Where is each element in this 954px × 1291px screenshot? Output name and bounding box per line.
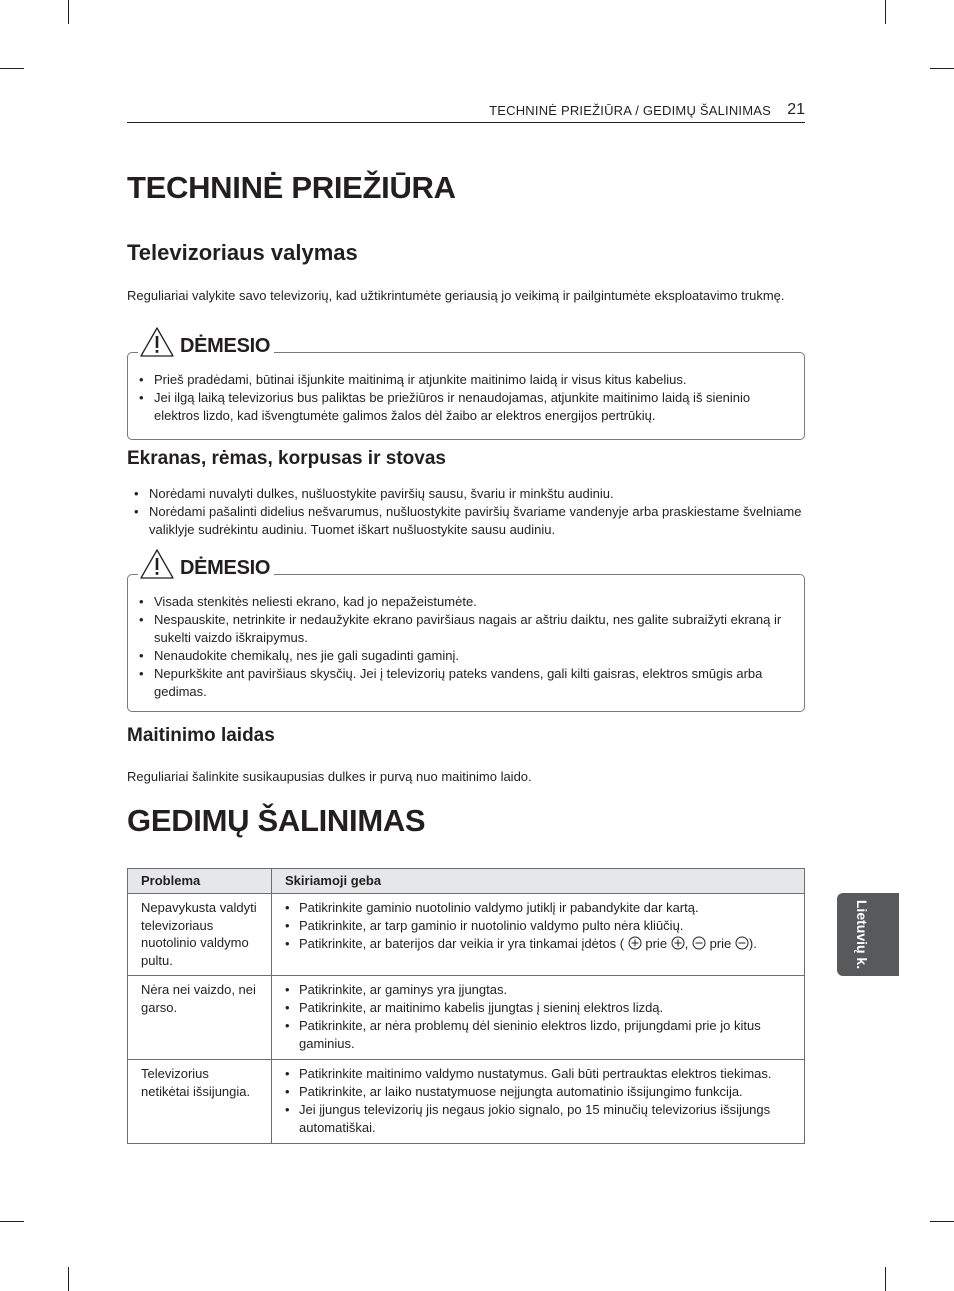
power-cord-text: Reguliariai šalinkite susikaupusias dulkes ir purvą nuo maitinimo laido. <box>127 769 532 784</box>
column-header-problem: Problema <box>128 869 272 894</box>
list-item: • Prieš pradėdami, būtinai išjunkite maitinimą ir atjunkite maitinimo laidą ir visus kitus kabelius. <box>132 371 794 389</box>
list-item: • Patikrinkite gaminio nuotolinio valdymo jutiklį ir pabandykite dar kartą. <box>276 899 794 917</box>
crop-mark <box>885 0 886 24</box>
list-item: • Jei ilgą laiką televizorius bus paliktas be priežiūros ir nenaudojamas, atjunkite maitinimo laidą iš sieninio elektros lizdo, kad išvengtumėte galimos žalos dėl žaibo ar elektros energijos pertrūkių. <box>132 389 794 425</box>
list-item-battery <box>276 935 794 953</box>
troubleshooting-table <box>127 868 805 1144</box>
solution-list <box>276 1065 794 1137</box>
crop-mark <box>930 68 954 69</box>
battery-text-prefix: Patikrinkite, ar baterijos dar veikia ir yra tinkamai įdėtos ( <box>299 936 625 951</box>
circled-minus-icon <box>692 936 706 950</box>
problem-cell: Nepavykusta valdyti televizoriaus nuotolinio valdymo pultu. <box>128 894 272 976</box>
warning-triangle-icon <box>140 549 174 579</box>
crop-mark <box>885 1267 886 1291</box>
list-item: • Nespauskite, netrinkite ir nedaužykite ekrano paviršiaus nagais ar aštriu daiktu, nes galite subraižyti ekraną ir sukelti vaizdo iškraipymus. <box>132 611 794 647</box>
battery-text-comma: , <box>684 936 689 951</box>
power-cord-heading: Maitinimo laidas <box>127 725 275 746</box>
page-number: 21 <box>787 101 805 118</box>
list-item: • Norėdami pašalinti didelius nešvarumus, nušluostykite paviršių švariame vandenyje arba praskiestame švelniame valiklyje sudrėkintu audiniu. Tuomet iškart nušluostykite sausu audiniu. <box>127 503 807 539</box>
table-row <box>128 894 805 976</box>
battery-text-to: prie <box>645 936 668 951</box>
circled-plus-icon <box>671 936 685 950</box>
crop-mark <box>68 1267 69 1291</box>
language-tab <box>837 893 899 976</box>
crop-mark <box>68 0 69 24</box>
caution-title <box>138 549 274 579</box>
problem-cell: Nėra nei vaizdo, nei garso. <box>128 976 272 1060</box>
running-header-section: TECHNINĖ PRIEŽIŪRA / GEDIMŲ ŠALINIMAS <box>489 103 771 118</box>
problem-cell: Televizorius netikėtai išsijungia. <box>128 1060 272 1144</box>
list-item: • Patikrinkite, ar tarp gaminio ir nuotolinio valdymo pulto nėra kliūčių. <box>276 917 794 935</box>
list-item: • Visada stenkitės neliesti ekrano, kad jo nepažeistumėte. <box>132 593 794 611</box>
table-row <box>128 976 805 1060</box>
table-row <box>128 1060 805 1144</box>
crop-mark <box>0 1221 24 1222</box>
battery-text-to: prie <box>709 936 732 951</box>
caution-label: DĖMESIO <box>180 335 271 357</box>
solution-list <box>276 899 794 953</box>
troubleshooting-title: GEDIMŲ ŠALINIMAS <box>127 803 426 838</box>
solution-cell <box>272 1060 805 1144</box>
crop-mark <box>0 68 24 69</box>
list-item: • Nepurkškite ant paviršiaus skysčių. Jei į televizorių pateks vandens, gali kilti gaisras, elektros smūgis arba gedimas. <box>132 665 794 701</box>
cleaning-intro: Reguliariai valykite savo televizorių, kad užtikrintumėte geriausią jo veikimą ir pailgintumėte eksploatavimo trukmę. <box>127 288 785 303</box>
warning-triangle-icon <box>140 327 174 357</box>
table-header-row <box>128 869 805 894</box>
list-item: • Patikrinkite, ar nėra problemų dėl sieninio elektros lizdo, prijungdami prie jo kitus gaminius. <box>276 1017 794 1053</box>
solution-list <box>276 981 794 1053</box>
maintenance-title: TECHNINĖ PRIEŽIŪRA <box>127 170 456 205</box>
circled-plus-icon <box>628 936 642 950</box>
list-item: • Nenaudokite chemikalų, nes jie gali sugadinti gaminį. <box>132 647 794 665</box>
caution-box-cleaning <box>127 335 805 440</box>
caution-list <box>132 593 794 701</box>
solution-cell <box>272 894 805 976</box>
list-item: • Patikrinkite maitinimo valdymo nustatymus. Gali būti pertrauktas elektros tiekimas. <box>276 1065 794 1083</box>
running-header <box>127 100 805 123</box>
solution-cell <box>272 976 805 1060</box>
list-item: • Patikrinkite, ar laiko nustatymuose neįjungta automatinio išsijungimo funkcija. <box>276 1083 794 1101</box>
list-item: • Norėdami nuvalyti dulkes, nušluostykite paviršių sausu, švariu ir minkštu audiniu. <box>127 485 807 503</box>
battery-text-suffix: ). <box>748 936 757 951</box>
circled-minus-icon <box>735 936 749 950</box>
list-item: • Jei įjungus televizorių jis negaus jokio signalo, po 15 minučių televizorius išsijungs automatiškai. <box>276 1101 794 1137</box>
list-item: • Patikrinkite, ar gaminys yra įjungtas. <box>276 981 794 999</box>
list-item: • Patikrinkite, ar maitinimo kabelis įjungtas į sieninį elektros lizdą. <box>276 999 794 1017</box>
column-header-solution: Skiriamoji geba <box>272 869 805 894</box>
caution-label: DĖMESIO <box>180 557 271 579</box>
caution-list <box>132 371 794 425</box>
screen-heading: Ekranas, rėmas, korpusas ir stovas <box>127 448 446 469</box>
language-tab-label: Lietuvių k. <box>854 899 870 970</box>
crop-mark <box>930 1221 954 1222</box>
screen-list <box>127 485 807 539</box>
caution-box-screen <box>127 557 805 712</box>
cleaning-heading: Televizoriaus valymas <box>127 240 358 265</box>
caution-title <box>138 327 274 357</box>
